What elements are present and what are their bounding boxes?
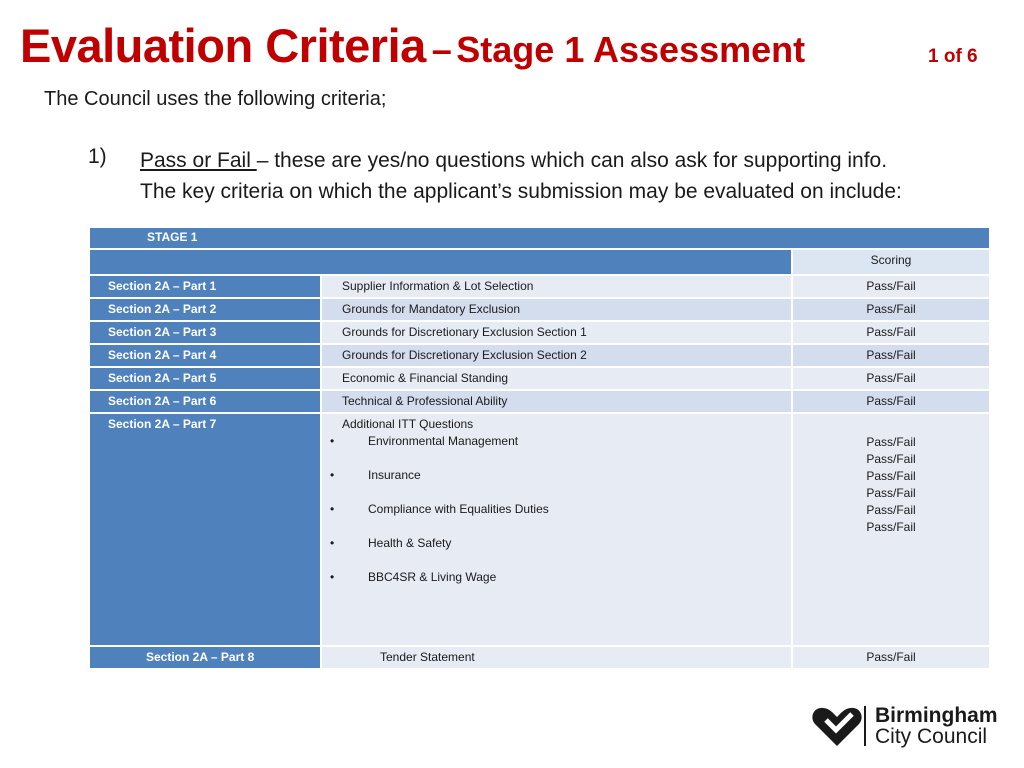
title-dash: – [431, 29, 452, 70]
list-number: 1) [88, 145, 107, 168]
description-cell: Grounds for Discretionary Exclusion Section 1 [321, 321, 792, 344]
pass-fail-term: Pass or Fail [140, 149, 257, 172]
table-row [89, 367, 990, 390]
score-cell: Pass/Fail Pass/Fail Pass/Fail Pass/Fail Pass/Fail Pass/Fail [792, 413, 990, 646]
description-cell: Tender Statement [321, 646, 792, 669]
section-cell: Section 2A – Part 3 [89, 321, 321, 344]
table-row [89, 298, 990, 321]
list-item-line2: The key criteria on which the applicant’s submission may be evaluated on include: [140, 180, 902, 203]
table-row [89, 344, 990, 367]
description-cell: Supplier Information & Lot Selection [321, 275, 792, 298]
bullet-icon: • [330, 434, 335, 448]
blank-header [89, 249, 792, 275]
section-cell: Section 2A – Part 8 [89, 646, 321, 669]
list-item-text [140, 145, 1010, 207]
score-cell: Pass/Fail [792, 275, 990, 298]
page-title [20, 18, 805, 73]
scoring-header: Scoring [792, 249, 990, 275]
additional-questions-label: Additional ITT Questions [342, 417, 474, 431]
bullet-icon: • [330, 502, 335, 516]
logo-name: Birmingham [875, 704, 998, 727]
page-counter: 1 of 6 [928, 46, 978, 67]
score-cell: Pass/Fail [792, 344, 990, 367]
section-cell: Section 2A – Part 6 [89, 390, 321, 413]
table-row-part7 [89, 413, 990, 646]
intro-text: The Council uses the following criteria; [44, 88, 387, 110]
score-cell: Pass/Fail [792, 367, 990, 390]
description-cell: Technical & Professional Ability [321, 390, 792, 413]
table-row [89, 390, 990, 413]
bullet-icon: • [330, 536, 335, 550]
table-row [89, 321, 990, 344]
section-cell: Section 2A – Part 2 [89, 298, 321, 321]
table-row [89, 275, 990, 298]
section-cell: Section 2A – Part 7 [89, 413, 321, 646]
heart-icon [812, 706, 862, 748]
section-cell: Section 2A – Part 1 [89, 275, 321, 298]
description-cell: Grounds for Discretionary Exclusion Section 2 [321, 344, 792, 367]
score-cell: Pass/Fail [792, 298, 990, 321]
score-cell: Pass/Fail [792, 646, 990, 669]
logo-divider [864, 706, 866, 746]
description-cell: Grounds for Mandatory Exclusion [321, 298, 792, 321]
score-cell: Pass/Fail [792, 321, 990, 344]
section-cell: Section 2A – Part 4 [89, 344, 321, 367]
title-subtitle: Stage 1 Assessment [456, 29, 806, 70]
bullet-icon: • [330, 570, 335, 584]
criteria-table [88, 226, 991, 670]
description-cell: Economic & Financial Standing [321, 367, 792, 390]
section-cell: Section 2A – Part 5 [89, 367, 321, 390]
title-main: Evaluation Criteria [20, 19, 426, 72]
logo-subname: City Council [875, 725, 988, 748]
description-cell: Additional ITT Questions • Environmental Management • Insurance • Compliance with Equalities Duties • Health & Safety • BBC4SR & Living Wage [321, 413, 792, 646]
score-cell: Pass/Fail [792, 390, 990, 413]
table-row [89, 646, 990, 669]
stage-header: STAGE 1 [89, 227, 990, 249]
list-item-line1: – these are yes/no questions which can also ask for supporting info. [256, 149, 888, 172]
bullet-icon: • [330, 468, 335, 482]
